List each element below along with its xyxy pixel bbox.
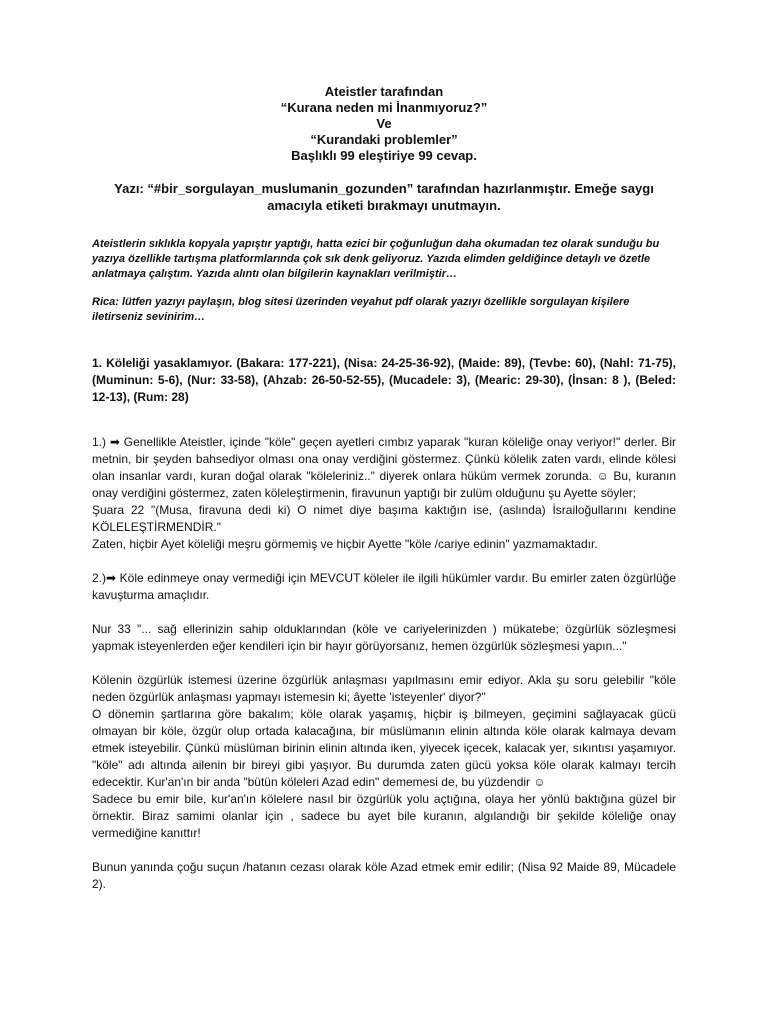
closing-paragraph: Bunun yanında çoğu suçun /hatanın cezası olarak köle Azad etmek emir edilir; (Nisa 92 Maide 89, Mücadele 2). [92, 860, 676, 891]
title-line-1: Ateistler tarafından [324, 84, 444, 99]
discussion-paragraph-1: Kölenin özgürlük istemesi üzerine özgürlük anlaşması yapılmasını emir ediyor. Akla şu soru gelebilir "köle neden özgürlük anlaşması yapmayı istemesin ki; âyette 'isteyenler' diyor?" [92, 673, 676, 704]
author-line: Yazı: “#bir_sorgulayan_muslumanin_gozunden” tarafından hazırlanmıştır. Emeğe saygı amacıyla etiketi bırakmayı unutmayın. [114, 181, 654, 213]
answer-2 [92, 570, 676, 604]
title-line-5: Başlıklı 99 eleştiriye 99 cevap. [291, 148, 477, 163]
title-line-4: “Kurandaki problemler” [310, 132, 458, 147]
intro-paragraph: Ateistlerin sıklıkla kopyala yapıştır yaptığı, hatta ezici bir çoğunluğun daha okumadan tez olarak sunduğu bu yazıya özellikle tartışma platformlarında çok sık denk geliyoruz. Yazıda elimden geldiğince detaylı ve özetle anlatmaya çalıştım. Yazıda alıntı olan bilgilerin kaynakları verilmiştir… [92, 238, 660, 280]
answer-2-paragraph: 2.)➡ Köle edinmeye onay vermediği için MEVCUT köleler ile ilgili hükümler vardır. Bu emirler zaten özgürlüğe kavuşturma amaçlıdır. [92, 571, 676, 602]
title-line-2: “Kurana neden mi İnanmıyoruz?” [280, 100, 488, 115]
nur-33-quote [92, 621, 676, 655]
request-paragraph: Rica: lütfen yazıyı paylaşın, blog sitesi üzerinden veyahut pdf olarak yazıyı özellikle sorgulayan kişilere iletirseniz sevinirim… [92, 296, 630, 323]
answer-1-paragraph-2: Şuara 22 "(Musa, firavuna dedi ki) O nimet diye başıma kaktığın ise, (aslında) İsrailoğullarını kendine KÖLELEŞTİRMENDİR." [92, 503, 676, 534]
nur-33-paragraph: Nur 33 "... sağ ellerinizin sahip olduklarından (köle ve cariyelerinizden ) mükatebe; özgürlük sözleşmesi yapmak isteyenlerden eğer kendileri için bir hayır görüyorsanız, hemen özgürlük sözleşmesi yapın..." [92, 622, 676, 653]
closing-note [92, 859, 676, 893]
title-line-3: Ve [376, 116, 392, 131]
freedom-agreement-discussion [92, 672, 676, 842]
answer-1-paragraph-3: Zaten, hiçbir Ayet köleliği meşru görmemiş ve hiçbir Ayette "köle /cariye edinin" yazmamaktadır. [92, 537, 598, 551]
section-heading: 1. Köleliği yasaklamıyor. (Bakara: 177-221), (Nisa: 24-25-36-92), (Maide: 89), (Tevbe: 60), (Nahl: 71-75), (Muminun: 5-6), (Nur: 33-58), (Ahzab: 26-50-52-55), (Mucadele: 3), (Mearic: 29-30), (İnsan: 8 ), (Beled: 12-13), (Rum: 28) [92, 356, 676, 404]
discussion-paragraph-2: O dönemin şartlarına göre bakalım; köle olarak yaşamış, hiçbir iş bilmeyen, geçimini sağlayacak gücü olmayan bir köle, özgür olup ortada kalacağına, bir müslümanın elinin altında köle olarak kalmaya devam etmek isteyebilir. Çünkü müslüman birinin elinin altında iken, yiyecek içecek, kalacak yer, sıkıntısı yaşamıyor. "köle" adı altında ailenin bir bireyi gibi yaşıyor. Bu durumda zaten gücü yoksa köle olarak kalmayı tercih edecektir. Kur'an'ın bir anda "bütün köleleri Azad edin" dememesi de, bu yüzdendir ☺ [92, 707, 676, 789]
discussion-paragraph-3: Sadece bu emir bile, kur'an'ın kölelere nasıl bir özgürlük yolu açtığına, olaya her yönlü baktığına güzel bir örnektir. Biraz samimi olanlar için , sadece bu ayet bile kuranın, algılandığı bir şekilde köleliğe onay vermediğine kanıttır! [92, 792, 676, 840]
answer-1-paragraph-1: 1.) ➡ Genellikle Ateistler, içinde "köle" geçen ayetleri cımbız yaparak "kuran köleliğe onay veriyor!" derler. Bir metnin, bir şeyden bahsediyor olması ona onay verdiğini göstermez. Çünkü kölelik zaten vardı, elinde kölesi olan insanlar vardı, kuran doğal olarak "köleleriniz.." diyerek onlara hüküm vermek zorunda. ☺ Bu, kuranın onay verdiğini göstermez, zaten köleleştirmenin, firavunun yaptığı bir zulüm olduğunu şu Ayette söyler; [92, 435, 676, 500]
answer-1 [92, 434, 676, 553]
document-page [92, 84, 676, 893]
document-title [92, 84, 676, 164]
